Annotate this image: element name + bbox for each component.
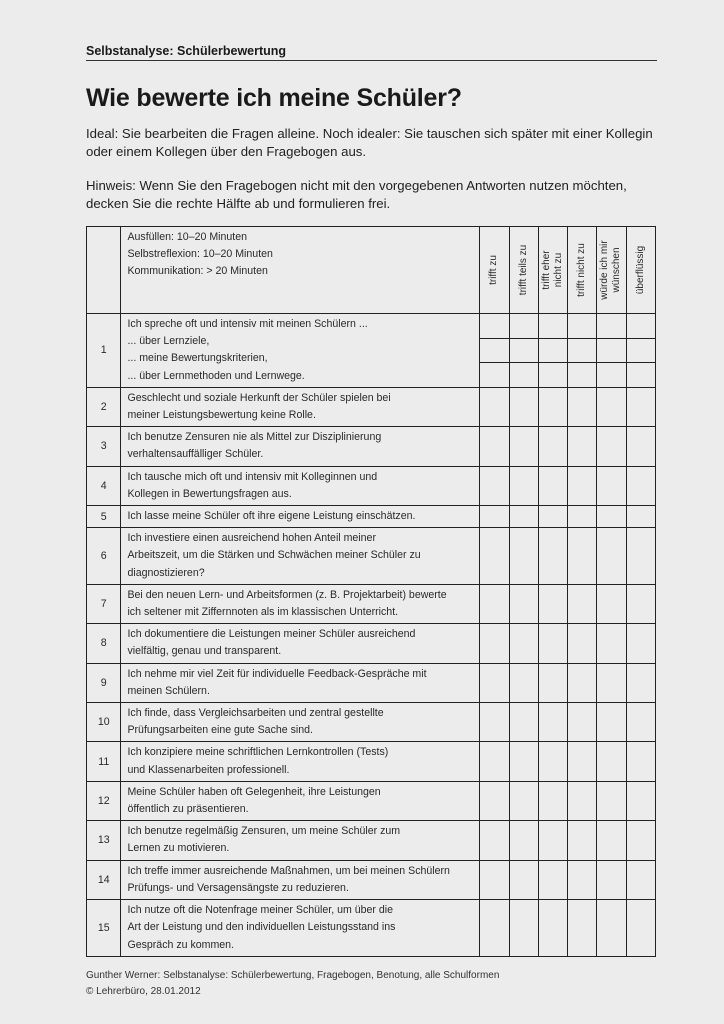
statement-line: Kollegen in Bewertungsfragen aus. — [127, 487, 292, 500]
answer-checkbox[interactable] — [597, 338, 626, 363]
answer-checkbox[interactable] — [597, 427, 626, 466]
statement-line: Ich nehme mir viel Zeit für individuelle Feedback-Gespräche mit — [127, 667, 427, 680]
answer-checkbox[interactable] — [626, 742, 655, 781]
table-row — [87, 584, 656, 623]
statement-line: Ich investiere einen ausreichend hohen Anteil meiner — [127, 532, 376, 545]
statement-cell — [121, 387, 480, 426]
answer-checkbox[interactable] — [568, 781, 597, 820]
answer-checkbox[interactable] — [509, 466, 538, 505]
column-header — [480, 227, 509, 314]
answer-checkbox[interactable] — [509, 363, 538, 388]
answer-checkbox[interactable] — [597, 528, 626, 585]
answer-checkbox[interactable] — [626, 363, 655, 388]
answer-checkbox[interactable] — [480, 821, 509, 860]
table-row — [87, 427, 656, 466]
answer-checkbox[interactable] — [509, 314, 538, 339]
statement-line: Arbeitszeit, um die Stärken und Schwächen meiner Schüler zu — [127, 549, 421, 562]
answer-checkbox[interactable] — [480, 900, 509, 957]
answer-checkbox[interactable] — [480, 584, 509, 623]
statement-line: Ich lasse meine Schüler oft ihre eigene Leistung einschätzen. — [127, 510, 416, 523]
statement-line: und Klassenarbeiten professionell. — [127, 763, 290, 776]
intro-hint: Hinweis: Wenn Sie den Fragebogen nicht mit den vorgegebenen Antworten nutzen möchten, decken Sie die rechte Hälfte ab und formulieren frei. — [86, 178, 627, 211]
statement-cell — [121, 528, 480, 585]
answer-checkbox[interactable] — [480, 742, 509, 781]
statement-cell — [121, 663, 480, 702]
row-number: 11 — [87, 742, 121, 781]
statement-line: meiner Leistungsbewertung keine Rolle. — [127, 409, 316, 422]
answer-checkbox[interactable] — [597, 314, 626, 339]
answer-checkbox[interactable] — [568, 314, 597, 339]
answer-checkbox[interactable] — [626, 900, 655, 957]
answer-checkbox[interactable] — [626, 624, 655, 663]
answer-checkbox[interactable] — [626, 703, 655, 742]
statement-cell — [121, 860, 480, 899]
row-number: 5 — [87, 506, 121, 528]
statement-cell — [121, 781, 480, 820]
answer-checkbox[interactable] — [509, 663, 538, 702]
answer-checkbox[interactable] — [509, 387, 538, 426]
answer-checkbox[interactable] — [509, 584, 538, 623]
column-header-label: würde ich mir wünschen — [599, 240, 623, 300]
answer-checkbox[interactable] — [597, 584, 626, 623]
answer-checkbox[interactable] — [626, 506, 655, 528]
answer-checkbox[interactable] — [509, 338, 538, 363]
answer-checkbox[interactable] — [480, 363, 509, 388]
statement-cell — [121, 314, 480, 388]
table-row — [87, 781, 656, 820]
answer-checkbox[interactable] — [568, 387, 597, 426]
answer-checkbox[interactable] — [597, 466, 626, 505]
answer-checkbox[interactable] — [538, 528, 567, 585]
answer-checkbox[interactable] — [509, 506, 538, 528]
intro-ideal: Ideal: Sie bearbeiten die Fragen alleine. Noch idealer: Sie tauschen sich später mit einer Kollegin oder einem Kollegen über den Fragebogen aus. — [86, 126, 653, 159]
time-info-cell — [121, 227, 480, 314]
table-row — [87, 703, 656, 742]
row-number: 14 — [87, 860, 121, 899]
statement-line: Ich finde, dass Vergleichsarbeiten und zentral gestellte — [127, 707, 384, 720]
answer-checkbox[interactable] — [626, 387, 655, 426]
answer-checkbox[interactable] — [597, 860, 626, 899]
row-number: 8 — [87, 624, 121, 663]
answer-checkbox[interactable] — [509, 528, 538, 585]
footer-source: Gunther Werner: Selbstanalyse: Schülerbewertung, Fragebogen, Benotung, alle Schulformen — [86, 970, 500, 981]
answer-checkbox[interactable] — [509, 742, 538, 781]
answer-checkbox[interactable] — [568, 821, 597, 860]
answer-checkbox[interactable] — [568, 663, 597, 702]
answer-checkbox[interactable] — [538, 314, 567, 339]
statement-line: Ich treffe immer ausreichende Maßnahmen, um bei meinen Schülern — [127, 864, 450, 877]
answer-checkbox[interactable] — [538, 387, 567, 426]
statement-line: Meine Schüler haben oft Gelegenheit, ihre Leistungen — [127, 785, 381, 798]
row-number: 6 — [87, 528, 121, 585]
answer-checkbox[interactable] — [568, 506, 597, 528]
answer-checkbox[interactable] — [626, 663, 655, 702]
time-info-line: Ausfüllen: 10–20 Minuten — [127, 231, 248, 243]
column-header — [597, 227, 626, 314]
statement-line: Prüfungs- und Versagensängste zu reduzieren. — [127, 881, 349, 894]
header-empty-cell — [87, 227, 121, 314]
answer-checkbox[interactable] — [538, 624, 567, 663]
answer-checkbox[interactable] — [568, 703, 597, 742]
statement-cell — [121, 624, 480, 663]
answer-checkbox[interactable] — [538, 338, 567, 363]
row-number: 4 — [87, 466, 121, 505]
table-row — [87, 624, 656, 663]
answer-checkbox[interactable] — [597, 624, 626, 663]
answer-checkbox[interactable] — [538, 821, 567, 860]
answer-checkbox[interactable] — [626, 821, 655, 860]
statement-cell — [121, 900, 480, 957]
section-header: Selbstanalyse: Schülerbewertung — [86, 44, 657, 61]
time-info-line: Kommunikation: > 20 Minuten — [127, 265, 268, 278]
statement-line: diagnostizieren? — [127, 566, 205, 579]
statement-cell — [121, 584, 480, 623]
table-row — [87, 466, 656, 505]
statement-line: meinen Schülern. — [127, 684, 210, 697]
answer-checkbox[interactable] — [597, 742, 626, 781]
answer-checkbox[interactable] — [480, 624, 509, 663]
answer-checkbox[interactable] — [509, 703, 538, 742]
statement-line: ... über Lernmethoden und Lernwege. — [127, 369, 305, 382]
page-title: Wie bewerte ich meine Schüler? — [86, 84, 462, 112]
statement-cell — [121, 506, 480, 528]
questionnaire-table — [86, 226, 656, 957]
statement-line: Ich tausche mich oft und intensiv mit Kolleginnen und — [127, 470, 378, 483]
statement-cell — [121, 466, 480, 505]
answer-checkbox[interactable] — [480, 860, 509, 899]
answer-checkbox[interactable] — [626, 314, 655, 339]
answer-checkbox[interactable] — [568, 363, 597, 388]
answer-checkbox[interactable] — [480, 466, 509, 505]
statement-line: Prüfungsarbeiten eine gute Sache sind. — [127, 724, 313, 737]
statement-line: ... über Lernziele, — [127, 335, 210, 348]
answer-checkbox[interactable] — [480, 703, 509, 742]
answer-checkbox[interactable] — [509, 860, 538, 899]
column-header — [568, 227, 597, 314]
column-header-label: trifft nicht zu — [576, 243, 588, 297]
answer-checkbox[interactable] — [480, 506, 509, 528]
table-row — [87, 821, 656, 860]
column-header — [626, 227, 655, 314]
statement-line: Ich benutze Zensuren nie als Mittel zur Disziplinierung — [127, 431, 382, 444]
answer-checkbox[interactable] — [568, 860, 597, 899]
table-row — [87, 900, 656, 957]
answer-checkbox[interactable] — [568, 900, 597, 957]
table-row — [87, 506, 656, 528]
answer-checkbox[interactable] — [509, 781, 538, 820]
column-header — [538, 227, 567, 314]
answer-checkbox[interactable] — [626, 466, 655, 505]
row-number: 9 — [87, 663, 121, 702]
answer-checkbox[interactable] — [568, 742, 597, 781]
row-number: 2 — [87, 387, 121, 426]
row-number: 1 — [87, 314, 121, 388]
table-row — [87, 860, 656, 899]
row-number: 3 — [87, 427, 121, 466]
answer-checkbox[interactable] — [538, 363, 567, 388]
column-header — [509, 227, 538, 314]
row-number: 12 — [87, 781, 121, 820]
answer-checkbox[interactable] — [597, 703, 626, 742]
answer-checkbox[interactable] — [538, 781, 567, 820]
answer-checkbox[interactable] — [509, 900, 538, 957]
statement-line: Gespräch zu kommen. — [127, 938, 235, 951]
answer-checkbox[interactable] — [597, 821, 626, 860]
answer-checkbox[interactable] — [480, 528, 509, 585]
answer-checkbox[interactable] — [626, 584, 655, 623]
statement-line: Ich konzipiere meine schriftlichen Lernkontrollen (Tests) — [127, 746, 389, 759]
table-row — [87, 528, 656, 585]
answer-checkbox[interactable] — [509, 624, 538, 663]
statement-line: öffentlich zu präsentieren. — [127, 803, 249, 816]
answer-checkbox[interactable] — [626, 860, 655, 899]
answer-checkbox[interactable] — [568, 466, 597, 505]
answer-checkbox[interactable] — [480, 387, 509, 426]
answer-checkbox[interactable] — [538, 742, 567, 781]
answer-checkbox[interactable] — [597, 900, 626, 957]
answer-checkbox[interactable] — [597, 387, 626, 426]
statement-line: ... meine Bewertungskriterien, — [127, 352, 268, 365]
statement-line: ich seltener mit Ziffernnoten als im klassischen Unterricht. — [127, 606, 399, 619]
answer-checkbox[interactable] — [626, 781, 655, 820]
statement-cell — [121, 742, 480, 781]
statement-line: Ich nutze oft die Notenfrage meiner Schüler, um über die — [127, 904, 394, 917]
answer-checkbox[interactable] — [538, 703, 567, 742]
answer-checkbox[interactable] — [538, 860, 567, 899]
row-number: 13 — [87, 821, 121, 860]
statement-line: Ich benutze regelmäßig Zensuren, um meine Schüler zum — [127, 825, 401, 838]
row-number: 15 — [87, 900, 121, 957]
answer-checkbox[interactable] — [597, 363, 626, 388]
answer-checkbox[interactable] — [568, 427, 597, 466]
statement-line: Art der Leistung und den individuellen Leistungsstand ins — [127, 921, 396, 934]
column-header-label: überflüssig — [634, 245, 646, 295]
row-number: 10 — [87, 703, 121, 742]
answer-checkbox[interactable] — [538, 663, 567, 702]
column-header-label: trifft teils zu — [517, 244, 529, 296]
answer-checkbox[interactable] — [568, 528, 597, 585]
answer-checkbox[interactable] — [597, 663, 626, 702]
answer-checkbox[interactable] — [538, 427, 567, 466]
answer-checkbox[interactable] — [509, 821, 538, 860]
statement-line: Lernen zu motivieren. — [127, 842, 230, 855]
statement-cell — [121, 703, 480, 742]
statement-line: Ich dokumentiere die Leistungen meiner Schüler ausreichend — [127, 628, 416, 641]
answer-checkbox[interactable] — [568, 624, 597, 663]
statement-line: Bei den neuen Lern- und Arbeitsformen (z. B. Projektarbeit) bewerte — [127, 588, 447, 601]
answer-checkbox[interactable] — [568, 584, 597, 623]
answer-checkbox[interactable] — [626, 338, 655, 363]
answer-checkbox[interactable] — [626, 528, 655, 585]
row-number: 7 — [87, 584, 121, 623]
answer-checkbox[interactable] — [538, 584, 567, 623]
statement-line: verhaltensauffälliger Schüler. — [127, 448, 264, 461]
answer-checkbox[interactable] — [538, 466, 567, 505]
statement-cell — [121, 821, 480, 860]
answer-checkbox[interactable] — [538, 506, 567, 528]
statement-line: Geschlecht und soziale Herkunft der Schüler spielen bei — [127, 391, 391, 404]
answer-checkbox[interactable] — [480, 427, 509, 466]
statement-line: vielfältig, genau und transparent. — [127, 645, 282, 658]
answer-checkbox[interactable] — [626, 427, 655, 466]
answer-checkbox[interactable] — [538, 900, 567, 957]
answer-checkbox[interactable] — [597, 781, 626, 820]
answer-checkbox[interactable] — [509, 427, 538, 466]
time-info-line: Selbstreflexion: 10–20 Minuten — [127, 248, 273, 261]
answer-checkbox[interactable] — [480, 663, 509, 702]
statement-cell — [121, 427, 480, 466]
column-header-label: trifft eher nicht zu — [540, 250, 564, 290]
answer-checkbox[interactable] — [480, 338, 509, 363]
table-header-row — [87, 227, 656, 314]
footer — [86, 968, 499, 1000]
answer-checkbox[interactable] — [480, 314, 509, 339]
answer-checkbox[interactable] — [480, 781, 509, 820]
statement-line: Ich spreche oft und intensiv mit meinen Schülern ... — [127, 318, 368, 330]
table-row — [87, 742, 656, 781]
table-row — [87, 663, 656, 702]
answer-checkbox[interactable] — [597, 506, 626, 528]
footer-copyright: © Lehrerbüro, 28.01.2012 — [86, 986, 201, 997]
column-header-label: trifft zu — [488, 255, 500, 285]
answer-checkbox[interactable] — [568, 338, 597, 363]
table-row — [87, 387, 656, 426]
table-row — [87, 314, 656, 339]
